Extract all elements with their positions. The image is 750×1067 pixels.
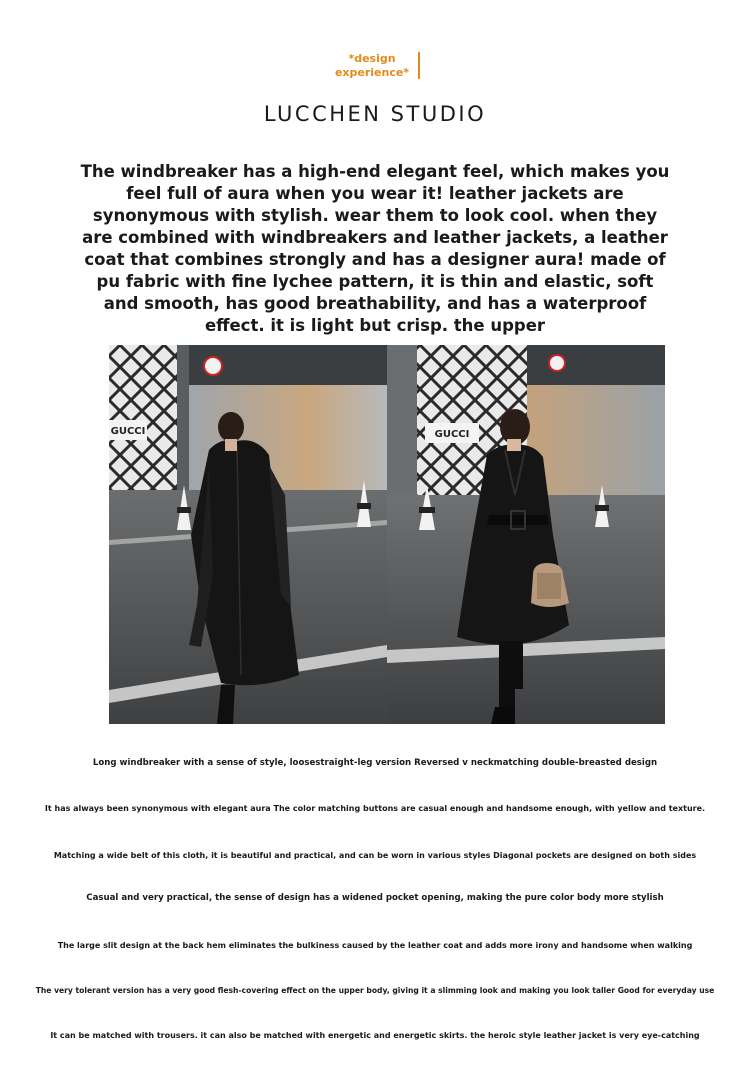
feature-line-5: The large slit design at the back hem eliminates the bulkiness caused by the leather coat and adds more irony and handsome when walking — [57, 941, 693, 950]
product-photos — [109, 345, 665, 724]
badge-line-2: experience* — [334, 66, 410, 79]
feature-line-6: The very tolerant version has a very good flesh-covering effect on the upper body, giving it a slimming look and making you look taller Good for everyday use — [35, 986, 715, 995]
feature-line-3: Matching a wide belt of this cloth, it is beautiful and practical, and can be worn in various styles Diagonal pockets are designed on both sides — [53, 851, 697, 860]
badge-text — [330, 52, 414, 80]
brand-title: LUCCHEN STUDIO — [263, 102, 487, 126]
design-experience-badge — [330, 52, 418, 80]
feature-line-4: Casual and very practical, the sense of design has a widened pocket opening, making the pure color body more stylish — [86, 893, 664, 903]
badge-line-1: *design — [348, 52, 396, 65]
gucci-sign-right: GUCCI — [434, 429, 470, 440]
feature-line-1: Long windbreaker with a sense of style, loosestraight-leg version Reversed v neckmatching double-breasted design — [92, 758, 658, 768]
gucci-sign-left: GUCCI — [110, 426, 146, 437]
product-photo-front-view — [387, 345, 665, 724]
intro-paragraph: The windbreaker has a high-end elegant feel, which makes you feel full of aura when you wear it! leather jackets are synonymous with stylish. wear them to look cool. when they are combined with windbreakers and leather jackets, a leather coat that combines strongly and has a designer aura! made of pu fabric with fine lychee pattern, it is thin and elastic, soft and smooth, has good breathability, and has a waterproof effect. it is light but crisp. the upper — [80, 162, 670, 335]
badge-divider — [418, 52, 420, 79]
product-photo-back-view — [109, 345, 387, 724]
feature-line-7: It can be matched with trousers. it can also be matched with energetic and energetic skirts. the heroic style leather jacket is very eye-catching — [50, 1031, 700, 1040]
feature-line-2: It has always been synonymous with elegant aura The color matching buttons are casual enough and handsome enough, with yellow and texture. — [44, 804, 706, 813]
